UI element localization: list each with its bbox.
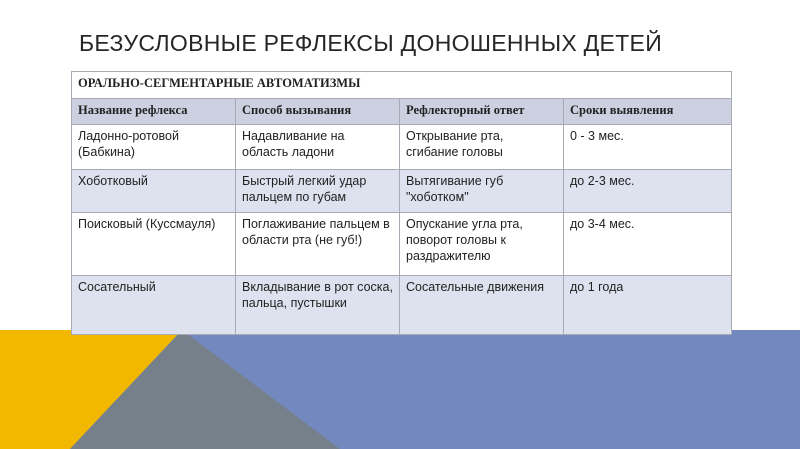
table-row: [72, 213, 732, 276]
table-cell: Вкладывание в рот соска, пальца, пустышки: [236, 276, 400, 335]
table-cell: Хоботковый: [72, 170, 236, 213]
table-cell: до 3-4 мес.: [564, 213, 732, 276]
table-cell: Сосательный: [72, 276, 236, 335]
table-cell: 0 - 3 мес.: [564, 125, 732, 170]
header-cell: Сроки выявления: [564, 99, 732, 125]
section-row: [72, 72, 732, 99]
table-cell: Ладонно-ротовой (Бабкина): [72, 125, 236, 170]
table-cell: до 1 года: [564, 276, 732, 335]
table-cell: Быстрый легкий удар пальцем по губам: [236, 170, 400, 213]
header-cell: Способ вызывания: [236, 99, 400, 125]
header-cell: Название рефлекса: [72, 99, 236, 125]
reflex-table: [71, 71, 732, 335]
header-row: [72, 99, 732, 125]
table-cell: Сосательные движения: [400, 276, 564, 335]
table-row: [72, 125, 732, 170]
table-cell: до 2-3 мес.: [564, 170, 732, 213]
table-row: [72, 170, 732, 213]
table-cell: Поглаживание пальцем в области рта (не губ!): [236, 213, 400, 276]
table-cell: Поисковый (Куссмауля): [72, 213, 236, 276]
table-cell: Вытягивание губ "хоботком": [400, 170, 564, 213]
slide-title: БЕЗУСЛОВНЫЕ РЕФЛЕКСЫ ДОНОШЕННЫХ ДЕТЕЙ: [79, 30, 663, 56]
table-cell: Открывание рта, сгибание головы: [400, 125, 564, 170]
table-cell: Опускание угла рта, поворот головы к раздражителю: [400, 213, 564, 276]
table-row: [72, 276, 732, 335]
header-cell: Рефлекторный ответ: [400, 99, 564, 125]
section-title: ОРАЛЬНО-СЕГМЕНТАРНЫЕ АВТОМАТИЗМЫ: [72, 72, 732, 99]
table-cell: Надавливание на область ладони: [236, 125, 400, 170]
